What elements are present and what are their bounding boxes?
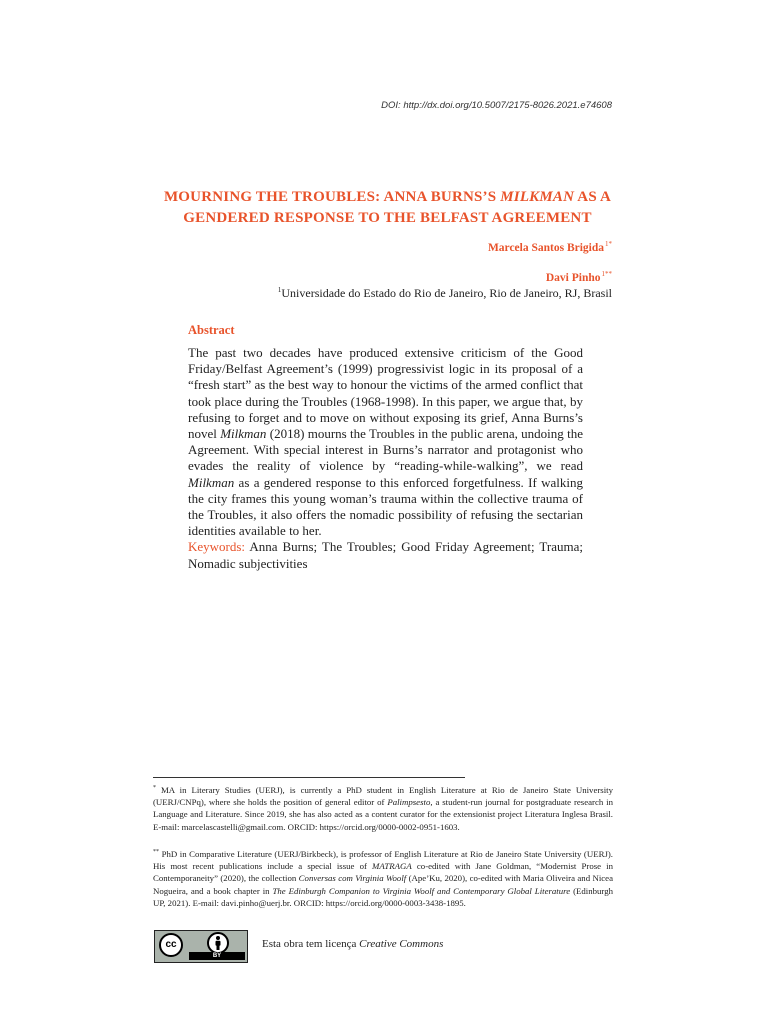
footnote-2-mark: **	[153, 849, 159, 855]
author-2	[546, 270, 612, 284]
license-text	[262, 938, 443, 950]
footnote-2-italic-2: Conversas com Virginia Woolf	[298, 873, 407, 884]
footnote-2-text-4: (Edinburgh UP, 2021). E-mail: davi.pinho@uerj.br. ORCID: https://orcid.org/0000-0003-3438-1895.	[153, 885, 613, 908]
footnote-1-text-1: MA in Literary Studies (UERJ), is currently a PhD student in English Literature at Rio de Janeiro State University (UERJ/CNPq), where she holds the position of general editor of	[153, 785, 613, 808]
abstract-paragraph	[188, 345, 583, 539]
footnote-2	[153, 846, 613, 909]
abstract-text-1: The past two decades have produced extensive criticism of the Good Friday/Belfast Agreement’s (1999) progressivist logic in its proposal of a “fresh start” as the best way to honour the victims of the armed conflict that took place during the Troubles (1968-1998). In this paper, we argue that, by refusing to forget and to move on without exposing its grief, Anna Burns’s novel	[188, 345, 583, 442]
license-italic[interactable]: Creative Commons	[359, 938, 444, 950]
footnote-divider	[153, 777, 465, 778]
article-title	[150, 187, 625, 229]
abstract-italic-2: Milkman	[188, 474, 235, 490]
abstract-heading: Abstract	[188, 323, 235, 337]
affiliation-sup: 1	[277, 286, 282, 294]
person-icon	[207, 932, 229, 954]
keywords-label: Keywords:	[188, 539, 246, 555]
title-part-2: AS A GENDERED RESPONSE TO THE BELFAST AGREEMENT	[183, 189, 612, 226]
keywords	[188, 539, 583, 571]
footnote-1-mark: *	[153, 785, 156, 791]
abstract-body	[188, 345, 583, 572]
author-1-sup: 1*	[605, 240, 612, 248]
cc-by-license-badge[interactable]	[154, 930, 248, 963]
title-part-1: MOURNING THE TROUBLES: ANNA BURNS’S	[163, 189, 501, 205]
author-2-name: Davi Pinho	[545, 272, 601, 284]
author-1-name: Marcela Santos Brigida	[487, 242, 604, 254]
abstract-text-3: as a gendered response to this enforced forgetfulness. If walking the city frames this young woman’s trauma within the collective trauma of the Troubles, it also offers the nomadic possibility of refusing the sectarian identities available to her.	[188, 474, 583, 539]
affiliation	[278, 286, 612, 301]
footnote-2-text-2: co-edited with Jane Goldman, “Modernist Prose in Contemporaneity” (2020), the collection	[153, 861, 614, 884]
footnote-1-italic: Palimpsesto	[387, 797, 431, 808]
title-italic: MILKMAN	[500, 189, 575, 205]
license-prefix: Esta obra tem licença	[262, 938, 360, 950]
footnote-2-text-3: (Ape’Ku, 2020), co-edited with Maria Oliveira and Nicea Nogueira, and a book chapter in	[153, 873, 613, 896]
footnote-2-italic-1: MATRAGA	[372, 861, 412, 872]
author-1	[488, 240, 612, 254]
keywords-text: Anna Burns; The Troubles; Good Friday Agreement; Trauma; Nomadic subjectivities	[188, 539, 583, 571]
footnote-2-italic-3: The Edinburgh Companion to Virginia Woolf and Contemporary Global Literature	[272, 885, 571, 896]
affiliation-text: Universidade do Estado do Rio de Janeiro, Rio de Janeiro, RJ, Brasil	[281, 286, 612, 300]
by-label: BY	[189, 952, 245, 960]
author-2-sup: 1**	[601, 270, 612, 278]
footnote-1	[153, 782, 613, 833]
doi-link[interactable]: DOI: http://dx.doi.org/10.5007/2175-8026.2021.e74608	[381, 100, 612, 111]
abstract-text-2: (2018) mourns the Troubles in the public arena, undoing the Agreement. With special interest in Burns’s narrator and protagonist who evades the reality of violence by “reading-while-walking”, we read	[188, 426, 583, 474]
footnote-2-text-1: PhD in Comparative Literature (UERJ/Birkbeck), is professor of English Literature at Rio de Janeiro State University (UERJ). His most recent publications include a special issue of	[153, 849, 613, 872]
footnote-1-text-2: , a student-run journal for postgraduate research in Language and Literature. Since 2019, she has also acted as a content curator for the extensionist project Literatura Inglesa Brasil. E-mail: marcelascastelli@gmail.com. ORCID: https://orcid.org/0000-0002-0951-1603.	[153, 797, 613, 832]
abstract-italic-1: Milkman	[220, 426, 267, 442]
cc-icon: cc	[159, 933, 183, 957]
